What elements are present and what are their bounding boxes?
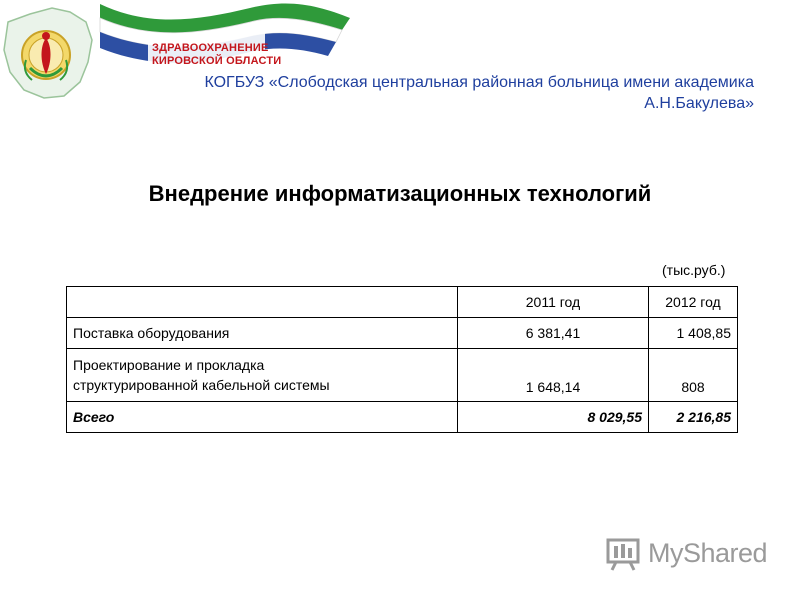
table-row xyxy=(67,318,738,349)
table-header-cell xyxy=(67,287,458,318)
ribbon-label-line2: КИРОВСКОЙ ОБЛАСТИ xyxy=(152,55,282,67)
ribbon-label-line1: ЗДРАВООХРАНЕНИЕ xyxy=(152,42,269,54)
watermark-text: MyShared xyxy=(648,538,768,568)
value-2011: 6 381,41 xyxy=(458,318,649,349)
value-2011: 1 648,14 xyxy=(458,349,649,402)
table-header-cell: 2012 год xyxy=(649,287,738,318)
table-row xyxy=(67,349,738,402)
table-total-row xyxy=(67,402,738,433)
row-label-line2: структурированной кабельной системы xyxy=(73,377,330,393)
organization-name-line2: А.Н.Бакулева» xyxy=(644,95,754,112)
table-header-row xyxy=(67,287,738,318)
row-label-line1: Проектирование и прокладка xyxy=(73,357,265,373)
slide-title: Внедрение информатизационных технологий xyxy=(148,181,652,206)
row-label: Всего xyxy=(67,402,458,433)
organization-name xyxy=(114,72,754,114)
cost-table xyxy=(66,286,738,433)
value-2012: 1 408,85 xyxy=(649,318,738,349)
row-label: Поставка оборудования xyxy=(67,318,458,349)
organization-name-line1: КОГБУЗ «Слободская центральная районная больница имени академика xyxy=(204,74,754,91)
value-2012: 2 216,85 xyxy=(649,402,738,433)
value-2012: 808 xyxy=(649,349,738,402)
row-label xyxy=(67,349,458,402)
value-2011: 8 029,55 xyxy=(458,402,649,433)
table-header-cell: 2011 год xyxy=(458,287,649,318)
units-label: (тыс.руб.) xyxy=(662,262,726,278)
